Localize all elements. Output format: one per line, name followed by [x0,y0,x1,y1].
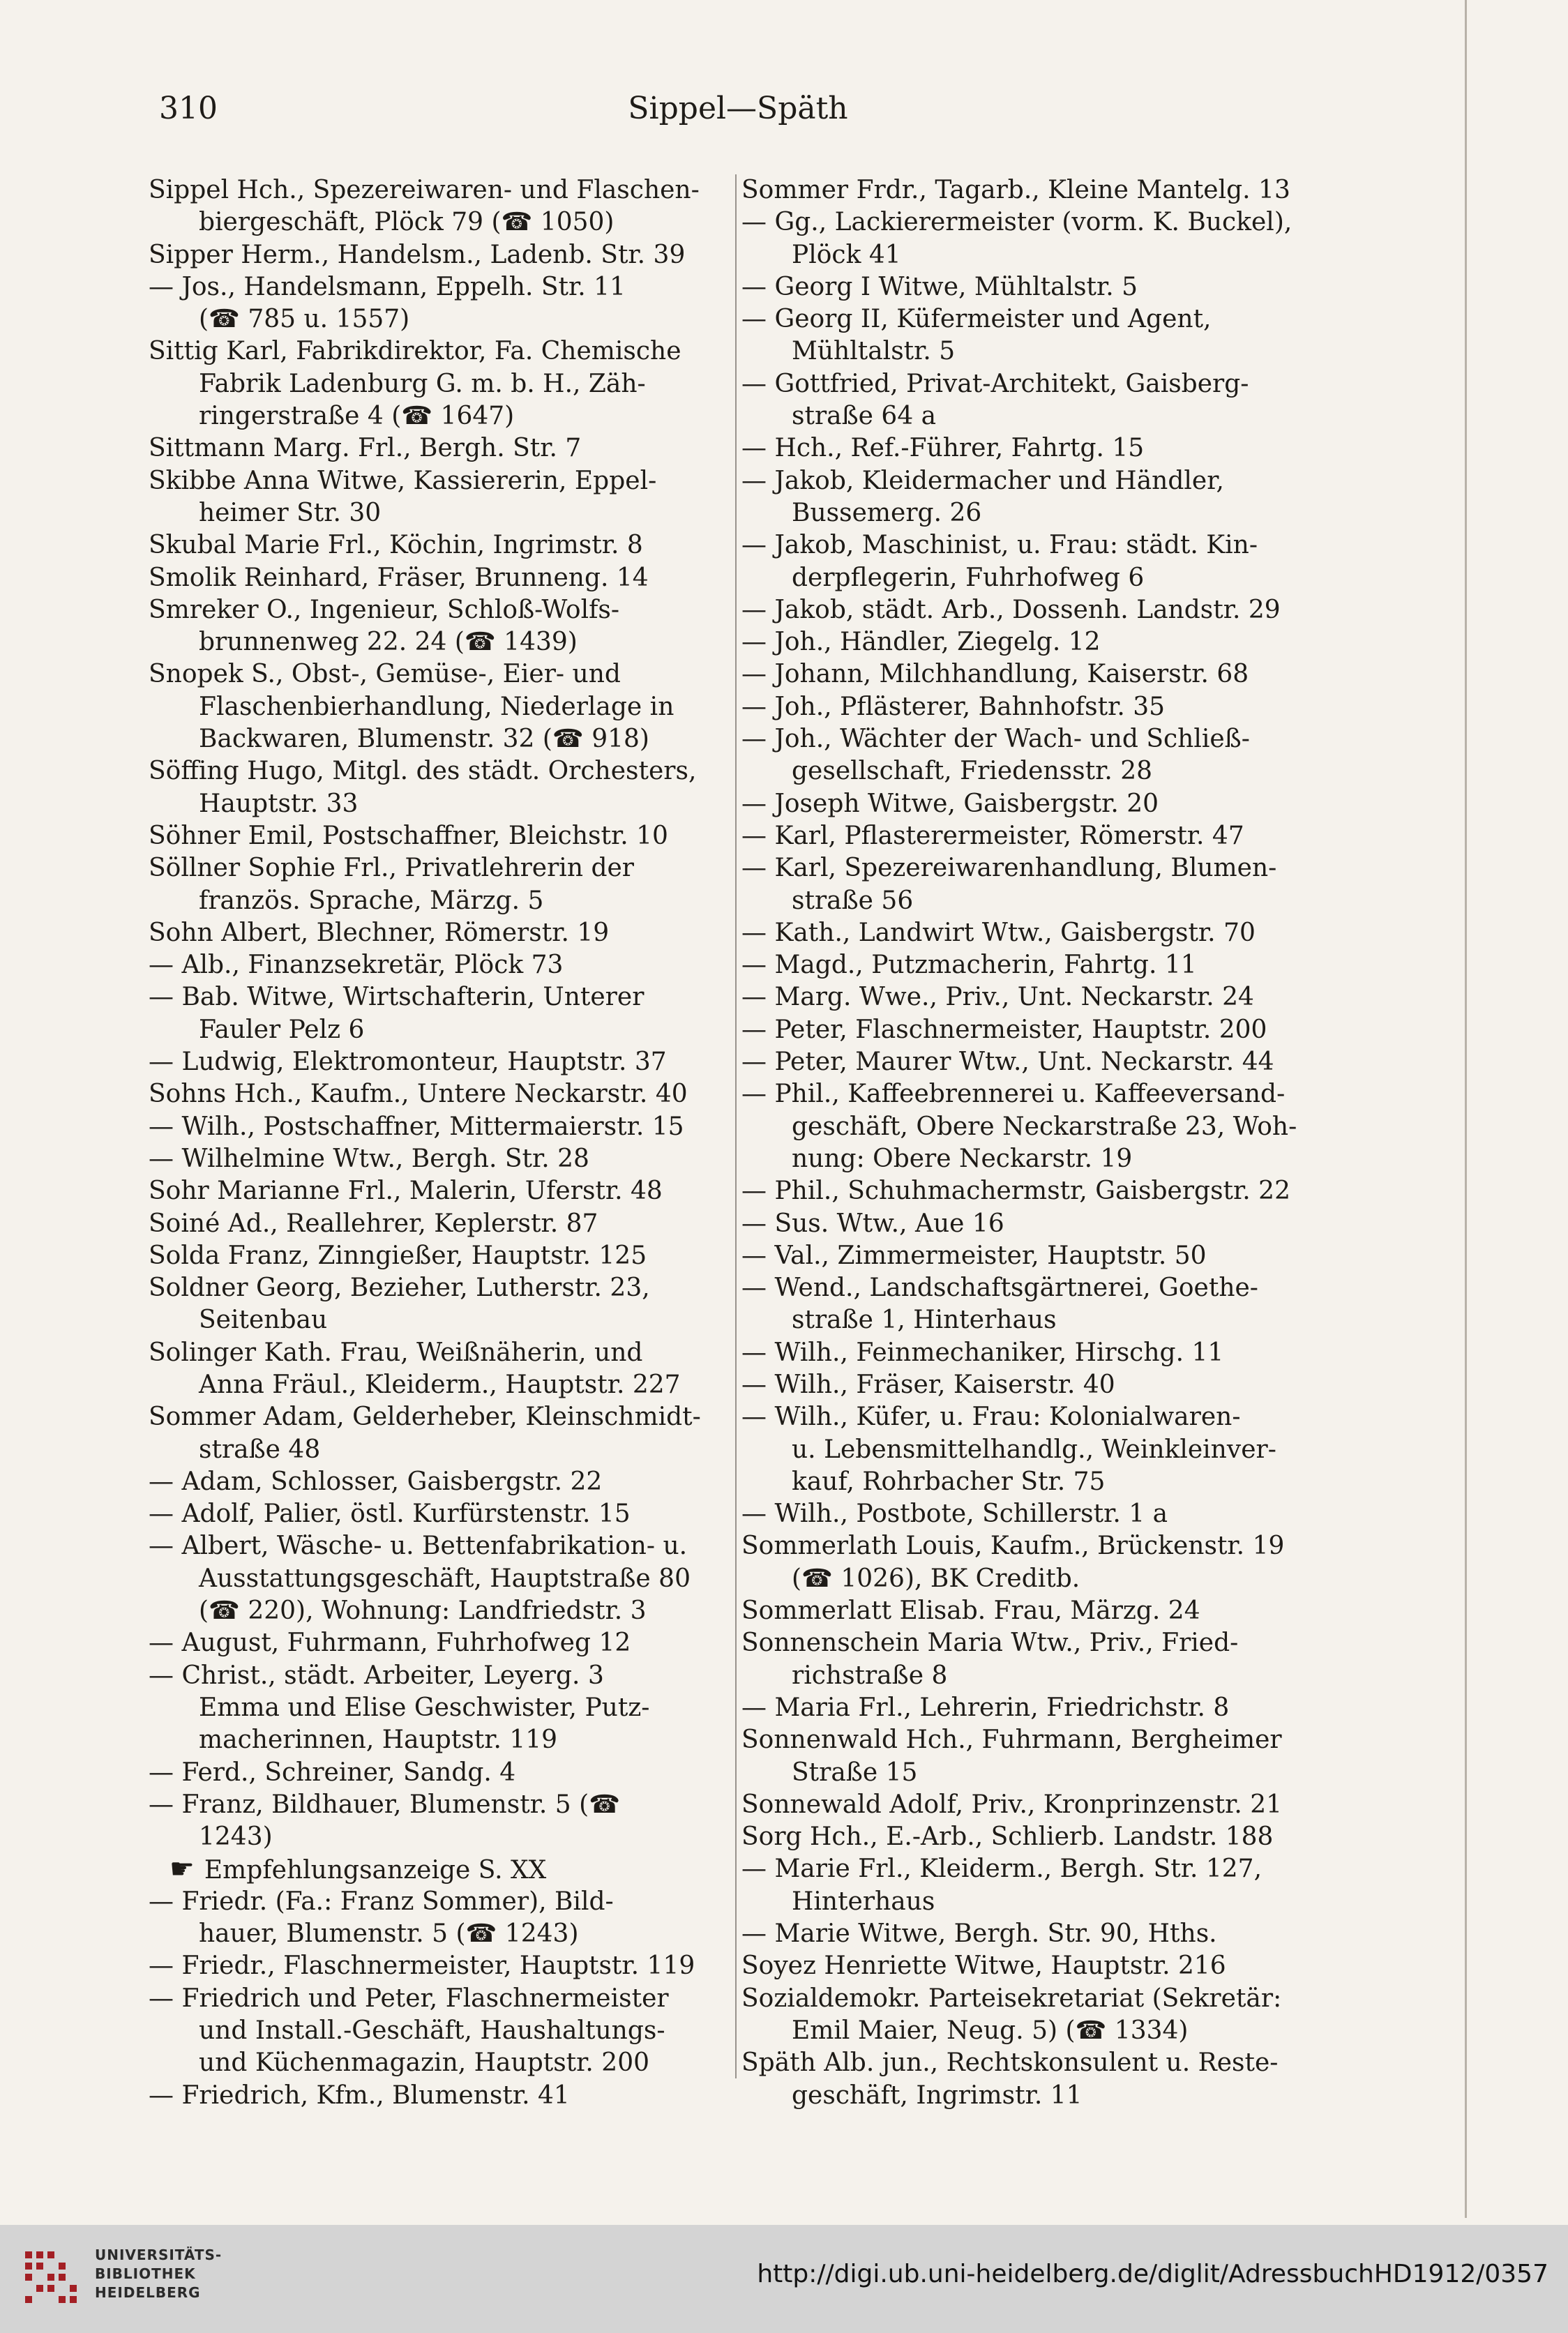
entry-text: Straße 15 [792,1758,918,1787]
directory-entry-line [149,174,728,206]
entry-text: 1243) [199,1822,273,1852]
entry-text: Sohns Hch., Kaufm., Untere Neckarstr. 40 [149,1080,688,1109]
directory-entry-line [149,1563,728,1595]
directory-entry-line [741,335,1320,368]
directory-entry-line [741,174,1320,206]
directory-entry-line [149,723,728,755]
directory-entry-line [149,1660,728,1692]
entry-text: Soyez Henriette Witwe, Hauptstr. 216 [741,1951,1226,1981]
entry-text: Sonnewald Adolf, Priv., Kronprinzenstr. 21 [741,1790,1283,1819]
entry-text: straße 1, Hinterhaus [792,1306,1057,1335]
right-column [741,174,1320,2112]
entry-text: Plöck 41 [792,240,901,269]
directory-entry-line [741,1983,1320,2015]
entry-text: Späth Alb. jun., Rechtskonsulent u. Reste- [741,2048,1279,2078]
directory-entry-line [741,368,1320,400]
entry-text: Söllner Sophie Frl., Privatlehrerin der [149,854,635,883]
library-logo-icon [20,2246,82,2309]
entry-text: — Alb., Finanzsekretär, Plöck 73 [149,951,564,980]
entry-text: — Friedr., Flaschnermeister, Hauptstr. 119 [149,1951,695,1981]
entry-text: Solda Franz, Zinngießer, Hauptstr. 125 [149,1241,647,1270]
column-divider [735,174,737,2078]
entry-text: Hinterhaus [792,1887,935,1916]
entry-text: nung: Obere Neckarstr. 19 [792,1144,1133,1173]
entry-text: Ausstattungsgeschäft, Hauptstraße 80 [199,1564,691,1593]
directory-entry-line [741,1369,1320,1401]
entry-text: straße 56 [792,886,914,915]
directory-entry-line [741,1208,1320,1240]
entry-text: u. Lebensmittelhandlg., Weinkleinver- [792,1435,1276,1464]
directory-entry-line [741,1563,1320,1595]
entry-text: Backwaren, Blumenstr. 32 (☎ 918) [199,725,649,754]
entry-text: Sommer Frdr., Tagarb., Kleine Mantelg. 13 [741,176,1290,204]
directory-entry-line [149,917,728,949]
entry-text: — Jakob, städt. Arb., Dossenh. Landstr. 29 [741,595,1281,624]
directory-entry-line [149,1692,728,1724]
entry-text: — Friedrich und Peter, Flaschnermeister [149,1984,669,2013]
directory-entry-line [741,1240,1320,1272]
entry-text: — Phil., Kaffeebrennerei u. Kaffeeversand- [741,1080,1286,1109]
entry-text: — Ludwig, Elektromonteur, Hauptstr. 37 [149,1048,667,1077]
entry-text: — Gottfried, Privat-Architekt, Gaisberg- [741,369,1249,398]
directory-entry-line [149,1530,728,1562]
directory-entry-line [149,981,728,1013]
entry-text: Emma und Elise Geschwister, Putz- [199,1693,650,1722]
directory-entry-line [741,691,1320,723]
entry-text: — Johann, Milchhandlung, Kaiserstr. 68 [741,660,1249,689]
entry-text: — Albert, Wäsche- u. Bettenfabrikation- u. [149,1532,688,1561]
entry-text: Sozialdemokr. Parteisekretariat (Sekretär: [741,1984,1282,2013]
entry-text: — Maria Frl., Lehrerin, Friedrichstr. 8 [741,1693,1230,1722]
directory-entry-line [741,1627,1320,1659]
running-head: Sippel—Späth [628,91,848,126]
entry-text: — Bab. Witwe, Wirtschafterin, Unterer [149,983,644,1012]
page-number: 310 [159,91,218,126]
entry-text: — Wilh., Postschaffner, Mittermaierstr. 15 [149,1112,684,1141]
directory-entry-line [741,949,1320,981]
entry-text: — Georg II, Küfermeister und Agent, [741,305,1212,334]
directory-entry-line [149,1272,728,1304]
entry-text: Skubal Marie Frl., Köchin, Ingrimstr. 8 [149,531,643,560]
directory-entry-line [149,1821,728,1853]
entry-text: — August, Fuhrmann, Fuhrhofweg 12 [149,1629,631,1658]
directory-entry-line [741,562,1320,594]
page-header [159,91,1317,133]
directory-entry-line [149,1983,728,2015]
left-column [149,174,728,2112]
entry-text: — Franz, Bildhauer, Blumenstr. 5 (☎ [149,1790,621,1819]
directory-entry-line [149,2047,728,2079]
directory-entry-line [149,1208,728,1240]
library-name [95,2246,222,2302]
directory-entry-line [741,1434,1320,1466]
entry-text: — Wilh., Küfer, u. Frau: Kolonialwaren- [741,1403,1241,1432]
directory-entry-line [741,1272,1320,1304]
entry-text: Soldner Georg, Bezieher, Lutherstr. 23, [149,1274,650,1303]
entry-text: heimer Str. 30 [199,498,382,527]
directory-entry-line [149,271,728,303]
directory-entry-line [741,658,1320,690]
directory-entry-line [149,1950,728,1982]
entry-text: geschäft, Ingrimstr. 11 [792,2081,1083,2110]
directory-entry-line [741,755,1320,787]
directory-entry-line [149,1918,728,1950]
entry-text: Flaschenbierhandlung, Niederlage in [199,692,674,721]
entry-text: Sommerlath Louis, Kaufm., Brückenstr. 19 [741,1532,1285,1561]
entry-text: — Marie Frl., Kleiderm., Bergh. Str. 127, [741,1855,1262,1884]
entry-text: richstraße 8 [792,1661,948,1690]
pointing-hand-icon: ☛ [169,1853,195,1886]
directory-entry-line [149,562,728,594]
entry-text: Mühltalstr. 5 [792,337,956,366]
directory-entry-line [741,2015,1320,2047]
entry-text: — Peter, Flaschnermeister, Hauptstr. 200 [741,1015,1267,1044]
directory-entry-line [741,206,1320,239]
entry-text: gesellschaft, Friedensstr. 28 [792,757,1153,786]
entry-text: französ. Sprache, Märzg. 5 [199,886,544,915]
directory-entry-line [149,1240,728,1272]
directory-entry-line [741,1498,1320,1530]
directory-entry-line [149,1434,728,1466]
directory-entry-line [149,497,728,529]
entry-text: ringerstraße 4 (☎ 1647) [199,402,515,431]
directory-entry-line [741,1918,1320,1950]
entry-text: Sonnenwald Hch., Fuhrmann, Bergheimer [741,1726,1282,1755]
entry-text: Sipper Herm., Handelsm., Ladenb. Str. 39 [149,240,686,269]
entry-text: Fabrik Ladenburg G. m. b. H., Zäh- [199,369,646,398]
entry-text: — Hch., Ref.-Führer, Fahrtg. 15 [741,434,1145,463]
directory-entry-line [149,885,728,917]
entry-text: Solinger Kath. Frau, Weißnäherin, und [149,1338,643,1367]
directory-entry-line [149,1369,728,1401]
directory-entry-line [741,1046,1320,1078]
directory-entry-line [741,1175,1320,1207]
directory-entry-line [741,626,1320,658]
entry-text: Snopek S., Obst-, Gemüse-, Eier- und [149,660,621,689]
entry-text: — Karl, Pflasterermeister, Römerstr. 47 [741,821,1244,850]
entry-text: Sommerlatt Elisab. Frau, Märzg. 24 [741,1596,1200,1626]
entry-text: — Christ., städt. Arbeiter, Leyerg. 3 [149,1661,604,1690]
entry-text: straße 64 a [792,402,937,431]
entry-text: — Gg., Lackierermeister (vorm. K. Buckel), [741,208,1292,237]
entry-text: — Joh., Wächter der Wach- und Schließ- [741,725,1250,754]
entry-text: Anna Fräul., Kleiderm., Hauptstr. 227 [199,1370,681,1399]
directory-entry-line [741,885,1320,917]
entry-text: Hauptstr. 33 [199,789,359,818]
entry-text: — Marg. Wwe., Priv., Unt. Neckarstr. 24 [741,983,1254,1012]
directory-entry-line [149,1886,728,1918]
entry-text: — Wilh., Fräser, Kaiserstr. 40 [741,1370,1115,1399]
entry-text: geschäft, Obere Neckarstraße 23, Woh- [792,1112,1297,1141]
entry-text: (☎ 785 u. 1557) [199,305,410,334]
directory-entry-line [149,691,728,723]
entry-text: Sommer Adam, Gelderheber, Kleinschmidt- [149,1403,701,1432]
entry-text: — Ferd., Schreiner, Sandg. 4 [149,1758,516,1787]
directory-entry-line [149,1078,728,1110]
entry-text: Söhner Emil, Postschaffner, Bleichstr. 10 [149,821,668,850]
entry-text: Sohr Marianne Frl., Malerin, Uferstr. 48 [149,1177,663,1206]
entry-text: Sonnenschein Maria Wtw., Priv., Fried- [741,1629,1239,1658]
directory-entry-line [741,1466,1320,1498]
directory-entry-line [149,949,728,981]
directory-entry-line [149,1175,728,1207]
entry-text: — Wilhelmine Wtw., Bergh. Str. 28 [149,1144,589,1173]
library-name-line: HEIDELBERG [95,2284,201,2301]
entry-text: — Jakob, Kleidermacher und Händler, [741,466,1224,495]
entry-text: und Install.-Geschäft, Haushaltungs- [199,2016,665,2045]
directory-entry-line [149,206,728,239]
directory-entry-line [741,917,1320,949]
entry-text: — Sus. Wtw., Aue 16 [741,1209,1004,1238]
entry-text: derpflegerin, Fuhrhofweg 6 [792,563,1145,592]
entry-text: (☎ 1026), BK Creditb. [792,1564,1080,1593]
entry-text: Fauler Pelz 6 [199,1015,365,1044]
advertisement-notice [149,1853,728,1885]
directory-entry-line [149,820,728,852]
directory-entry-line [741,1821,1320,1853]
entry-text: — Joseph Witwe, Gaisbergstr. 20 [741,789,1159,818]
library-name-line: BIBLIOTHEK [95,2265,196,2282]
directory-entry-line [149,368,728,400]
directory-entry-line [149,755,728,787]
directory-entry-line [741,400,1320,432]
entry-text: Sippel Hch., Spezereiwaren- und Flaschen- [149,176,700,204]
entry-text: — Marie Witwe, Bergh. Str. 90, Hths. [741,1919,1217,1949]
page-edge-rule [1465,0,1467,2218]
entry-text: — Val., Zimmermeister, Hauptstr. 50 [741,1241,1207,1270]
entry-text: Soiné Ad., Reallehrer, Keplerstr. 87 [149,1209,598,1238]
directory-entry-line [149,465,728,497]
directory-entry-line [741,1337,1320,1369]
directory-entry-line [149,239,728,271]
entry-text: — Jakob, Maschinist, u. Frau: städt. Kin- [741,531,1258,560]
directory-entry-line [149,1627,728,1659]
entry-text: — Joh., Pflästerer, Bahnhofstr. 35 [741,692,1166,721]
directory-entry-line [149,2015,728,2047]
entry-text: — Wend., Landschaftsgärtnerei, Goethe- [741,1274,1258,1303]
directory-entry-line [149,1724,728,1756]
source-url-link[interactable]: http://digi.ub.uni-heidelberg.de/diglit/AdressbuchHD1912/0357 [757,2260,1548,2288]
entry-text: hauer, Blumenstr. 5 (☎ 1243) [199,1919,579,1949]
entry-text: — Jos., Handelsmann, Eppelh. Str. 11 [149,272,626,301]
directory-entry-line [741,1724,1320,1756]
entry-text: Sohn Albert, Blechner, Römerstr. 19 [149,918,610,947]
directory-entry-line [149,303,728,335]
directory-entry-line [149,1111,728,1143]
directory-entry-line [149,1014,728,1046]
entry-text: macherinnen, Hauptstr. 119 [199,1726,558,1755]
directory-entry-line [149,626,728,658]
directory-entry-line [149,529,728,561]
directory-entry-line [149,1466,728,1498]
directory-entry-line [149,1757,728,1789]
directory-entry-line [149,1337,728,1369]
directory-entry-line [741,788,1320,820]
directory-entry-line [149,1143,728,1175]
directory-entry-line [741,271,1320,303]
directory-entry-line [149,432,728,465]
directory-entry-line [149,1046,728,1078]
entry-text: Sittmann Marg. Frl., Bergh. Str. 7 [149,434,582,463]
directory-entry-line [149,658,728,690]
directory-entry-line [149,1498,728,1530]
directory-entry-line [149,1789,728,1821]
entry-text: straße 48 [199,1435,321,1464]
entry-text: und Küchenmagazin, Hauptstr. 200 [199,2048,649,2078]
entry-text: Seitenbau [199,1306,328,1335]
entry-text: biergeschäft, Plöck 79 (☎ 1050) [199,208,615,237]
entry-text: — Phil., Schuhmachermstr, Gaisbergstr. 22 [741,1177,1290,1206]
directory-entry-line [741,1530,1320,1562]
directory-entry-line [741,820,1320,852]
directory-entry-line [741,432,1320,465]
entry-text: — Magd., Putzmacherin, Fahrtg. 11 [741,951,1197,980]
directory-entry-line [149,852,728,884]
directory-entry-line [149,788,728,820]
entry-text: Sittig Karl, Fabrikdirektor, Fa. Chemische [149,337,681,366]
directory-entry-line [149,594,728,626]
directory-entry-line [741,2080,1320,2112]
directory-entry-line [149,1304,728,1336]
directory-entry-line [741,981,1320,1013]
directory-entry-line [741,1143,1320,1175]
directory-entry-line [741,1853,1320,1885]
entry-text: Empfehlungsanzeige S. XX [204,1856,547,1885]
entry-text: — Friedrich, Kfm., Blumenstr. 41 [149,2081,570,2110]
entry-text: Bussemerg. 26 [792,498,982,527]
directory-entry-line [149,335,728,368]
entry-text: — Kath., Landwirt Wtw., Gaisbergstr. 70 [741,918,1256,947]
entry-text: — Karl, Spezereiwarenhandlung, Blumen- [741,854,1277,883]
directory-entry-line [741,1660,1320,1692]
library-name-line: UNIVERSITÄTS- [95,2247,223,2263]
entry-text: Söffing Hugo, Mitgl. des städt. Orchesters, [149,757,697,786]
directory-entry-line [741,1950,1320,1982]
directory-entry-line [741,1014,1320,1046]
entry-text: (☎ 220), Wohnung: Landfriedstr. 3 [199,1596,647,1626]
directory-entry-line [741,1304,1320,1336]
directory-entry-line [741,303,1320,335]
entry-text: Smolik Reinhard, Fräser, Brunneng. 14 [149,563,649,592]
entry-text: Smreker O., Ingenieur, Schloß-Wolfs- [149,595,620,624]
entry-text: brunnenweg 22. 24 (☎ 1439) [199,628,578,657]
entry-text: Sorg Hch., E.-Arb., Schlierb. Landstr. 188 [741,1822,1274,1852]
entry-text: — Georg I Witwe, Mühltalstr. 5 [741,272,1138,301]
directory-entry-line [741,1789,1320,1821]
directory-entry-line [741,497,1320,529]
entry-text: — Adolf, Palier, östl. Kurfürstenstr. 15 [149,1500,631,1529]
directory-entry-line [741,1886,1320,1918]
directory-entry-line [741,2047,1320,2079]
directory-entry-line [741,852,1320,884]
directory-entry-line [149,400,728,432]
entry-text: Skibbe Anna Witwe, Kassiererin, Eppel- [149,466,657,495]
directory-entry-line [149,1401,728,1433]
entry-text: — Wilh., Feinmechaniker, Hirschg. 11 [741,1338,1224,1367]
directory-entry-line [741,529,1320,561]
directory-entry-line [741,239,1320,271]
directory-entry-line [741,1111,1320,1143]
entry-text: — Wilh., Postbote, Schillerstr. 1 a [741,1500,1168,1529]
entry-text: — Joh., Händler, Ziegelg. 12 [741,628,1101,657]
directory-entry-line [149,2080,728,2112]
entry-text: — Adam, Schlosser, Gaisbergstr. 22 [149,1467,603,1496]
directory-entry-line [741,1692,1320,1724]
directory-entry-line [741,1078,1320,1110]
directory-entry-line [741,1401,1320,1433]
directory-entry-line [741,723,1320,755]
directory-entry-line [741,1757,1320,1789]
directory-entry-line [741,465,1320,497]
directory-entry-line [741,1595,1320,1627]
directory-entry-line [741,594,1320,626]
footer-bar [0,2225,1568,2333]
directory-entry-line [149,1595,728,1627]
entry-text: kauf, Rohrbacher Str. 75 [792,1467,1106,1496]
entry-text: — Peter, Maurer Wtw., Unt. Neckarstr. 44 [741,1048,1274,1077]
entry-text: — Friedr. (Fa.: Franz Sommer), Bild- [149,1887,614,1916]
entry-text: Emil Maier, Neug. 5) (☎ 1334) [792,2016,1189,2045]
